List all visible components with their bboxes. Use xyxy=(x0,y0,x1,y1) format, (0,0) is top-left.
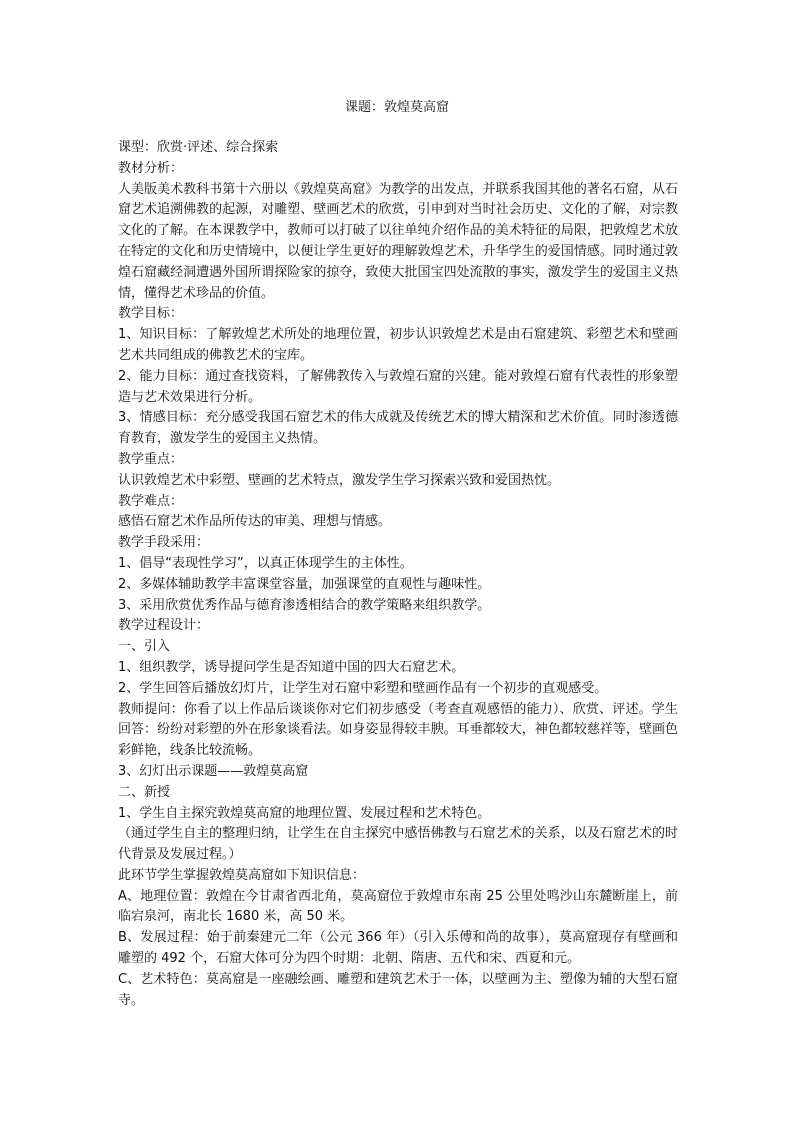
paragraph: 1、学生自主探究敦煌莫高窟的地理位置、发展过程和艺术特色。 xyxy=(118,805,491,821)
paragraph: 2、学生回答后播放幻灯片，让学生对石窟中彩塑和壁画作品有一个初步的直观感受。 xyxy=(118,680,608,696)
paragraph: B、发展过程：始于前秦建元二年（公元 366 年）（引入乐傅和尚的故事），莫高窟现存有壁画和雕塑的 492 个，石窟大体可分为四个时期：北朝、隋唐、五代和宋、西夏和元。 xyxy=(118,930,678,967)
paragraph: 1、组织教学，诱导提问学生是否知道中国的四大石窟艺术。 xyxy=(118,659,465,675)
paragraph: 1、知识目标：了解敦煌艺术所处的地理位置，初步认识敦煌艺术是由石窟建筑、彩塑艺术和壁画艺术共同组成的佛教艺术的宝库。 xyxy=(118,327,678,363)
paragraph: 人美版美术教科书第十六册以《敦煌莫高窟》为教学的出发点，并联系我国其他的著名石窟，从石窟艺术追溯佛教的起源，对雕塑、壁画艺术的欣赏，引申到对当时社会历史、文化的了解，对宗教文化的了解。在本课教学中，教师可以打破了以往单纯介绍作品的美术特征的局限，把敦煌艺术放在特定的文化和历史情境中，以便让学生更好的理解敦煌艺术，升华学生的爱国情感。同时通过敦煌石窟藏经洞遭遇外国所谓探险家的掠夺，致使大批国宝四处流散的事实，激发学生的爱国主义热情，懂得艺术珍品的价值。 xyxy=(118,181,678,301)
document-title: 课题：敦煌莫高窟 xyxy=(344,100,449,115)
paragraph: 认识敦煌艺术中彩塑、壁画的艺术特点，激发学生学习探索兴致和爱国热忱。 xyxy=(118,472,561,488)
paragraph: 教材分析： xyxy=(118,160,184,176)
paragraph: A、地理位置：敦煌在今甘肃省西北角，莫高窟位于敦煌市东南 25 公里处鸣沙山东麓断崖上，前临宕泉河，南北长 1680 米，高 50 米。 xyxy=(118,888,678,925)
paragraph: 2、多媒体辅助教学丰富课堂容量，加强课堂的直观性与趣味性。 xyxy=(118,576,491,592)
paragraph: 课型：欣赏·评述、综合探索 xyxy=(118,140,279,155)
paragraph: 3、幻灯出示课题——敦煌莫高窟 xyxy=(118,763,309,779)
paragraph: 一、引入 xyxy=(118,639,171,655)
document-body xyxy=(118,138,678,1011)
paragraph: 3、情感目标：充分感受我国石窟艺术的伟大成就及传统艺术的博大精深和艺术价值。同时渗透德育教育，激发学生的爱国主义热情。 xyxy=(118,410,678,447)
paragraph: 教学重点： xyxy=(118,451,184,467)
paragraph: 教学手段采用： xyxy=(118,535,210,551)
paragraph: 教学目标： xyxy=(118,306,184,322)
paragraph: 2、能力目标：通过查找资料，了解佛教传入与敦煌石窟的兴建。能对敦煌石窟有代表性的形象塑造与艺术效果进行分析。 xyxy=(118,368,678,405)
paragraph: 此环节学生掌握敦煌莫高窟如下知识信息： xyxy=(118,867,366,883)
paragraph: 感悟石窟艺术作品所传达的审美、理想与情感。 xyxy=(118,514,392,530)
paragraph: （通过学生自主的整理归纳，让学生在自主探究中感悟佛教与石窟艺术的关系，以及石窟艺术的时代背景及发展过程。） xyxy=(118,826,678,863)
paragraph: 教学过程设计： xyxy=(118,618,210,634)
paragraph: 教师提问：你看了以上作品后谈谈你对它们初步感受（考查直观感悟的能力）、欣赏、评述。学生回答：纷纷对彩塑的外在形象谈看法。如身姿显得较丰腴。耳垂都较大，神色都较慈祥等，壁画色彩鲜艳，线条比较流畅。 xyxy=(118,701,678,759)
paragraph: C、艺术特色：莫高窟是一座融绘画、雕塑和建筑艺术于一体，以壁画为主、塑像为辅的大型石窟寺。 xyxy=(118,971,678,1008)
paragraph: 二、新授 xyxy=(118,784,171,800)
paragraph: 3、采用欣赏优秀作品与德育渗透相结合的教学策略来组织教学。 xyxy=(118,597,491,613)
paragraph: 教学难点： xyxy=(118,493,184,509)
paragraph: 1、倡导“表现性学习”，以真正体现学生的主体性。 xyxy=(118,555,413,571)
